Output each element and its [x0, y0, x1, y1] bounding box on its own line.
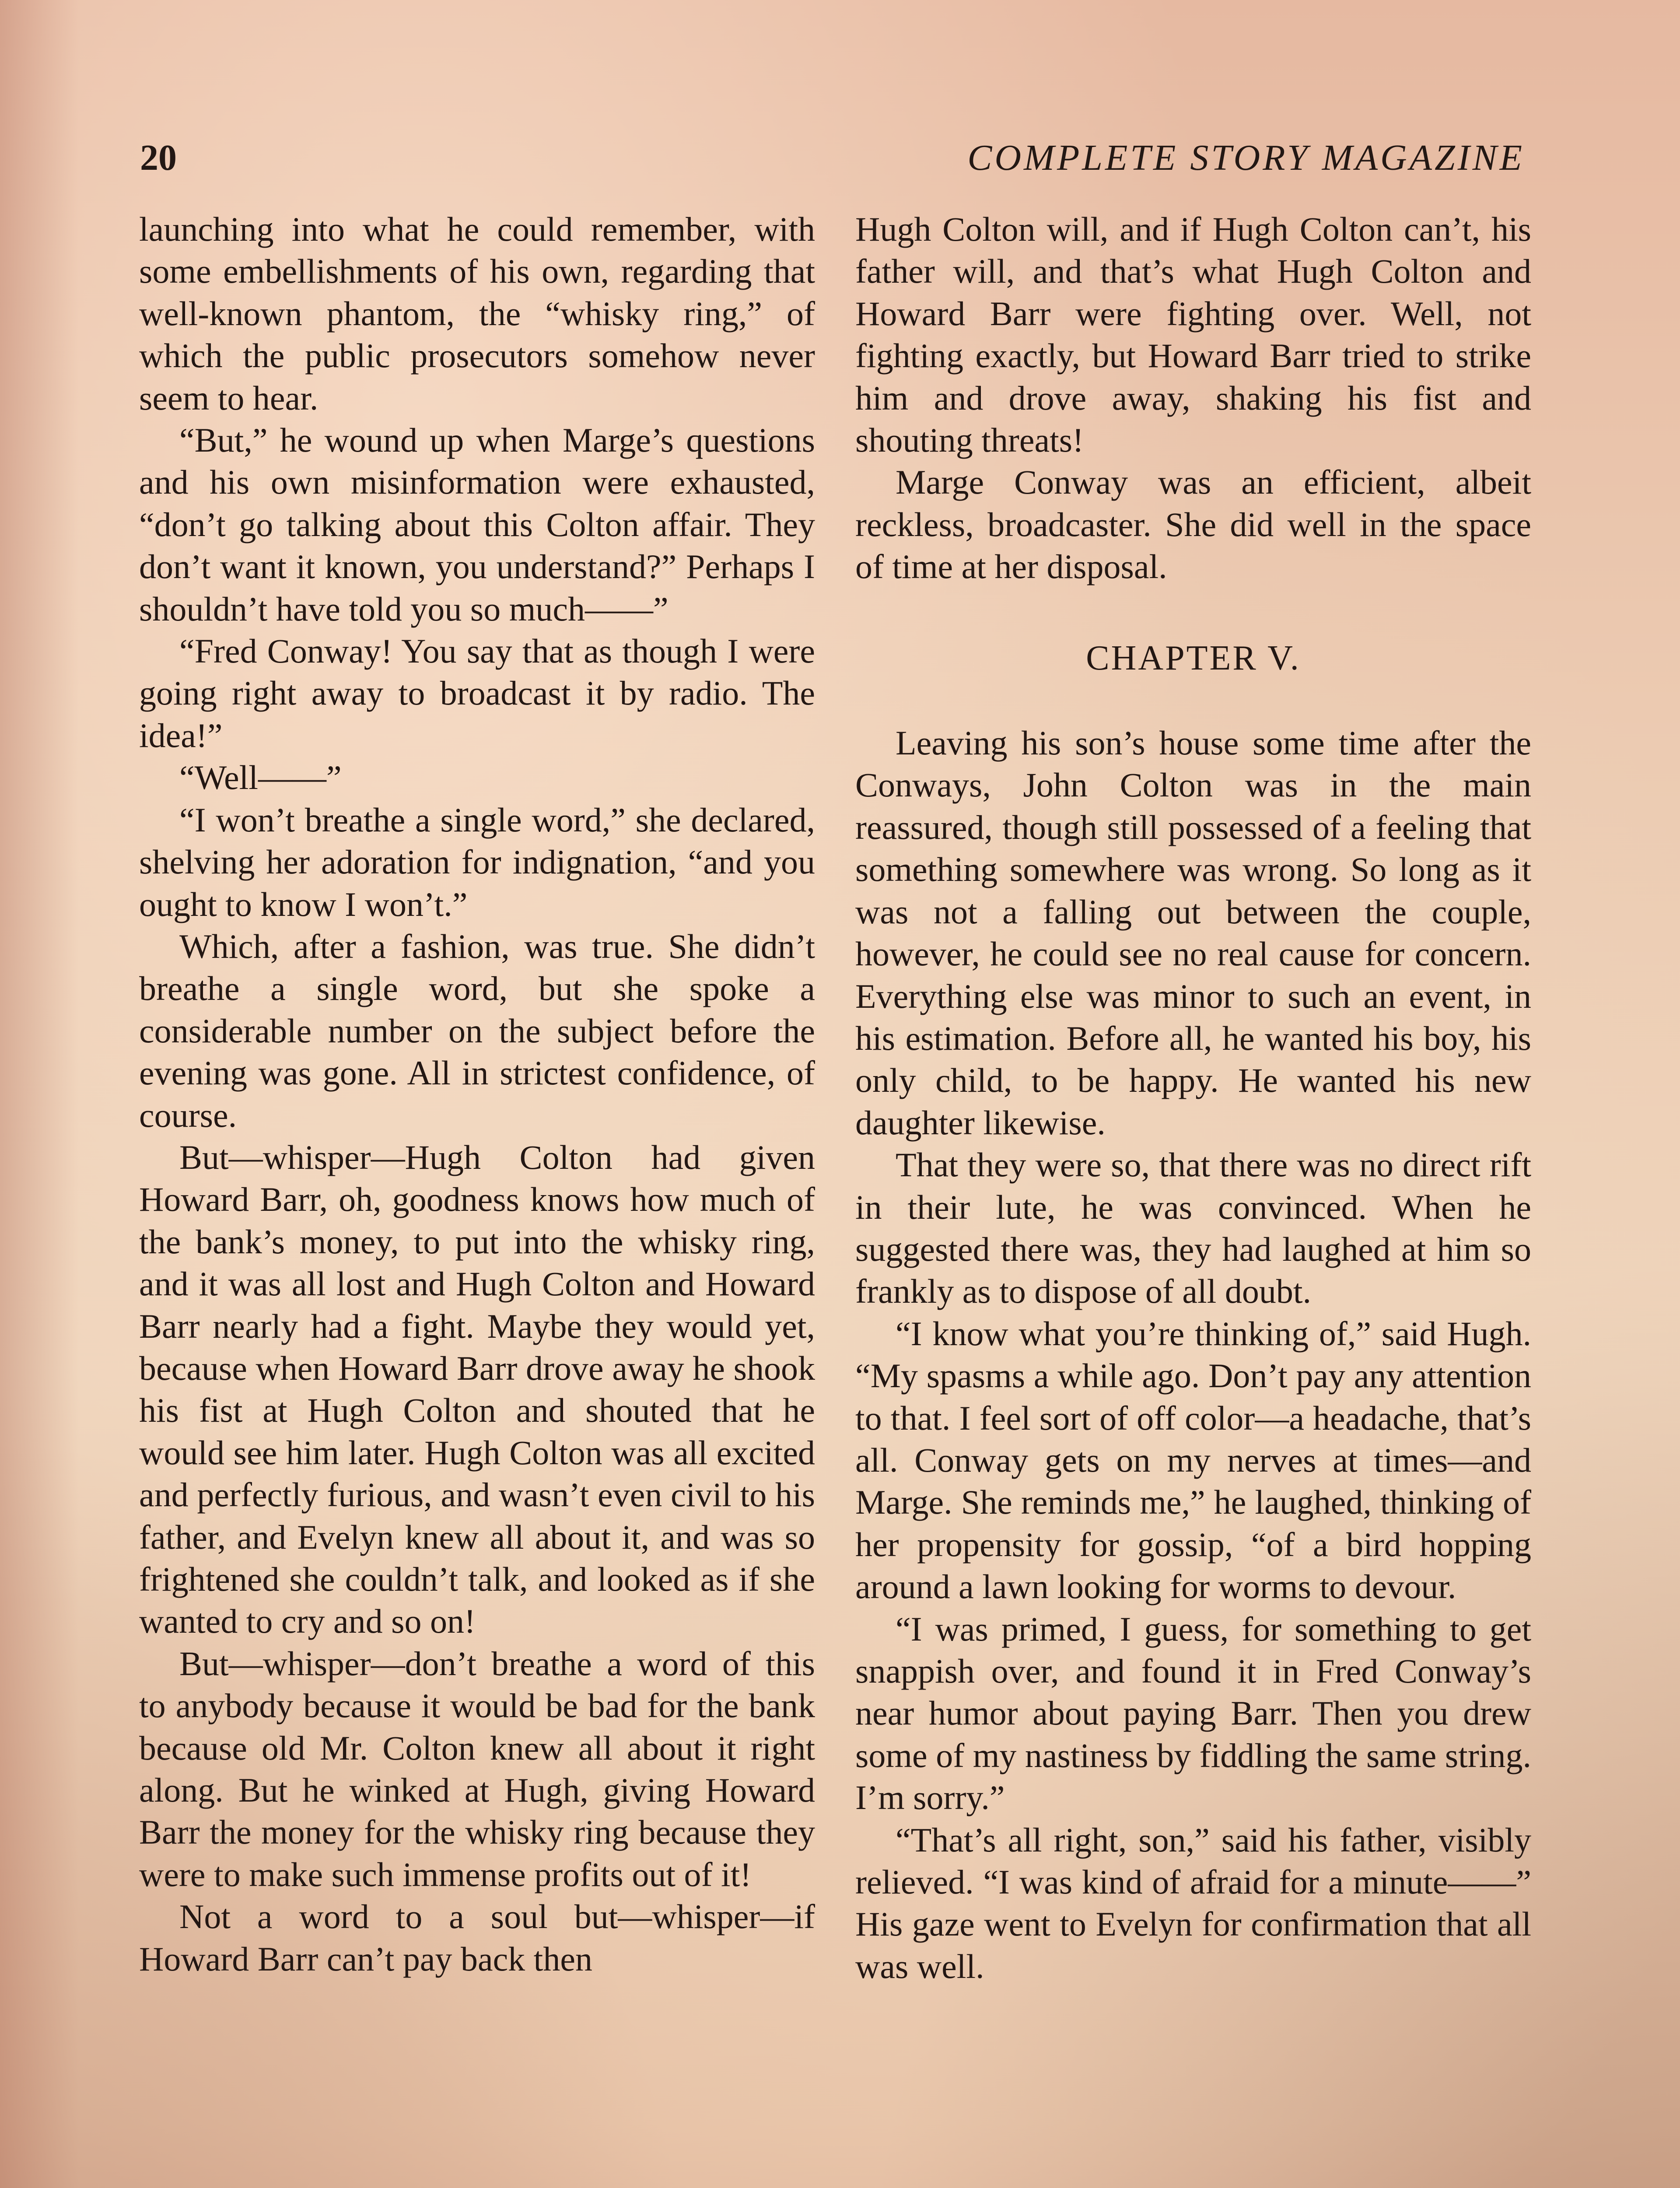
paragraph: Leaving his son’s house some time after the Conways, John Colton was in the main reassured, though still possessed of a feeling that something somewhere was wrong. So long as it was not a falling out between the couple, however, he could see no real cause for concern. Everything else was minor to such an event, in his estimation. Before all, he wanted his boy, his only child, to be happy. He wanted his new daughter likewise.: [855, 724, 1531, 1142]
magazine-title: COMPLETE STORY MAGAZINE: [967, 137, 1525, 178]
paragraph: Marge Conway was an efficient, albeit reckless, broadcaster. She did well in the space of time at her disposal.: [855, 463, 1531, 586]
paragraph: Which, after a fashion, was true. She didn’t breathe a single word, but she spoke a considerable number on the subject before the evening was gone. All in strictest confidence, of course.: [139, 927, 815, 1134]
left-column: [139, 208, 815, 1980]
right-column: [855, 208, 1531, 1988]
paragraph: Not a word to a soul but—whisper—if Howard Barr can’t pay back then: [139, 1897, 815, 1978]
page-number: 20: [140, 137, 177, 178]
paragraph: But—whisper—don’t breathe a word of this to anybody because it would be bad for the bank because old Mr. Colton knew all about it right along. But he winked at Hugh, giving Howard Barr the money for the whisky ring because they were to make such immense profits out of it!: [139, 1644, 815, 1893]
paragraph: “Well——”: [179, 758, 342, 797]
paragraph: “But,” he wound up when Marge’s questions and his own misinformation were exhausted, “don’t go talking about this Colton affair. They don’t want it known, you understand?” Perhaps I shouldn’t have told you so much——”: [139, 421, 815, 628]
chapter-heading: CHAPTER V.: [1086, 638, 1301, 677]
paragraph: “Fred Conway! You say that as though I were going right away to broadcast it by radio. The idea!”: [139, 632, 815, 754]
paragraph: launching into what he could remember, with some embellishments of his own, regarding that well-known phantom, the “whisky ring,” of which the public prosecutors somehow never seem to hear.: [139, 210, 815, 417]
page-gutter-shadow: [0, 0, 79, 2188]
paragraph: “That’s all right, son,” said his father, visibly relieved. “I was kind of afraid for a minute——” His gaze went to Evelyn for confirmation that all was well.: [855, 1820, 1531, 1985]
paragraph: “I know what you’re thinking of,” said Hugh. “My spasms a while ago. Don’t pay any attention to that. I feel sort of off color—a headache, that’s all. Conway gets on my nerves at times—and Marge. She reminds me,” he laughed, thinking of her propensity for gossip, “of a bird hopping around a lawn looking for worms to devour.: [855, 1314, 1531, 1606]
paragraph: That they were so, that there was no direct rift in their lute, he was convinced. When he suggested there was, they had laughed at him so frankly as to dispose of all doubt.: [855, 1146, 1531, 1311]
paragraph: Hugh Colton will, and if Hugh Colton can’t, his father will, and that’s what Hugh Colton and Howard Barr were fighting over. Well, not fighting exactly, but Howard Barr tried to strike him and drove away, shaking his fist and shouting threats!: [855, 210, 1531, 459]
paragraph: But—whisper—Hugh Colton had given Howard Barr, oh, goodness knows how much of the bank’s money, to put into the whisky ring, and it was all lost and Hugh Colton and Howard Barr nearly had a fight. Maybe they would yet, because when Howard Barr drove away he shook his fist at Hugh Colton and shouted that he would see him later. Hugh Colton was all excited and perfectly furious, and wasn’t even civil to his father, and Evelyn knew all about it, and was so frightened she couldn’t talk, and looked as if she wanted to cry and so on!: [139, 1138, 815, 1641]
paragraph: “I won’t breathe a single word,” she declared, shelving her adoration for indignation, “and you ought to know I won’t.”: [139, 800, 815, 923]
paragraph: “I was primed, I guess, for something to get snappish over, and found it in Fred Conway’s near humor about paying Barr. Then you drew some of my nastiness by fiddling the same string. I’m sorry.”: [855, 1609, 1531, 1817]
running-head: [140, 131, 1525, 184]
